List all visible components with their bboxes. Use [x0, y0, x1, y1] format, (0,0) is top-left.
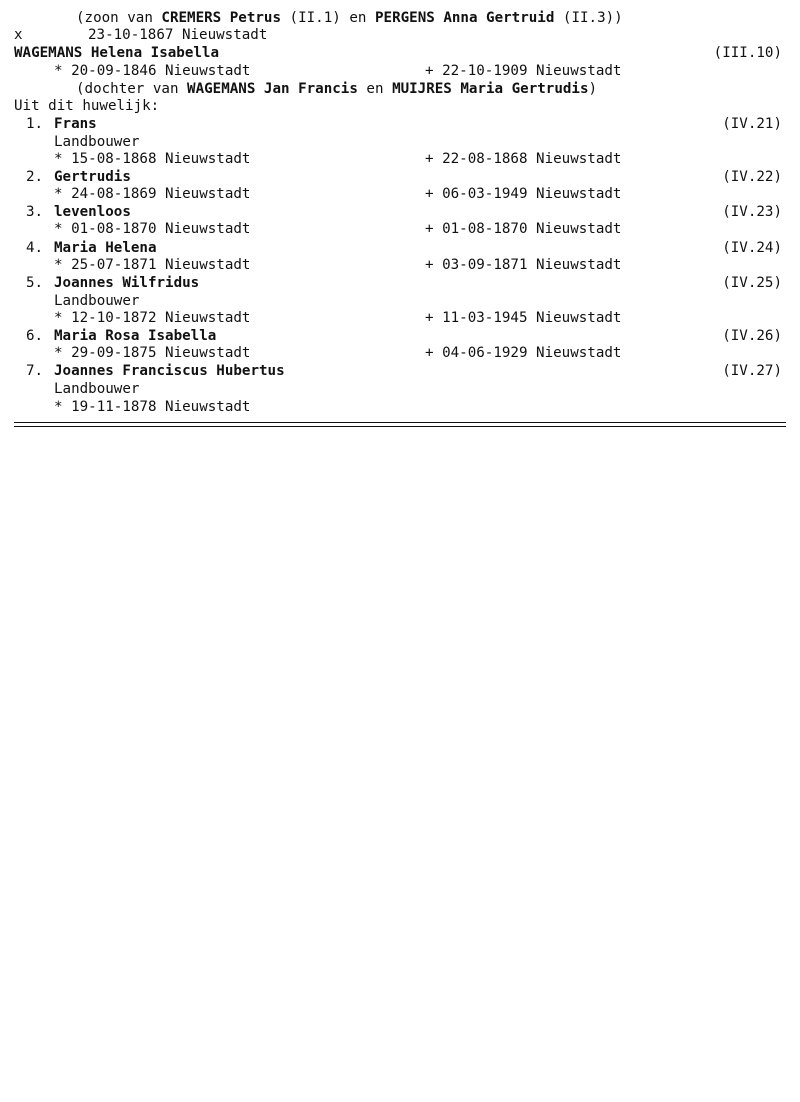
child-death: + 11-03-1945 Nieuwstadt [425, 310, 622, 326]
father-name: WAGEMANS Jan Francis [187, 81, 358, 97]
child-birth: * 24-08-1869 Nieuwstadt [54, 186, 251, 202]
spouse-name: WAGEMANS Helena Isabella [14, 45, 219, 61]
child-ref: (IV.26) [722, 328, 782, 344]
father-name: CREMERS Petrus [161, 10, 282, 26]
child-ref: (IV.21) [722, 116, 782, 132]
child-number: 3. [26, 204, 44, 220]
marriage-symbol: x [14, 27, 23, 43]
child-number: 6. [26, 328, 44, 344]
child-ref: (IV.27) [722, 363, 782, 379]
parents-open: (dochter van [76, 81, 188, 97]
spouse-ref: (III.10) [713, 45, 782, 61]
child-occupation: Landbouwer [54, 381, 140, 397]
child-ref: (IV.22) [722, 169, 782, 185]
mother-name: MUIJRES Maria Gertrudis [392, 81, 589, 97]
child-name: Gertrudis [54, 169, 131, 185]
child-number: 1. [26, 116, 44, 132]
child-name: Maria Rosa Isabella [54, 328, 217, 344]
child-birth: * 01-08-1870 Nieuwstadt [54, 221, 251, 237]
children-heading: Uit dit huwelijk: [14, 98, 160, 114]
spouse-death: + 22-10-1909 Nieuwstadt [425, 63, 622, 79]
child-birth: * 25-07-1871 Nieuwstadt [54, 257, 251, 273]
child-death: + 04-06-1929 Nieuwstadt [425, 345, 622, 361]
mother-name: PERGENS Anna Gertruid [374, 10, 555, 26]
child-name: Joannes Wilfridus [54, 275, 200, 291]
husband-parents-line [76, 9, 623, 27]
child-ref: (IV.25) [722, 275, 782, 291]
child-ref: (IV.23) [722, 204, 782, 220]
parents-close: ) [588, 81, 598, 97]
child-number: 5. [26, 275, 44, 291]
mother-ref: (II.3)) [554, 10, 623, 26]
child-birth: * 29-09-1875 Nieuwstadt [54, 345, 251, 361]
wife-parents-line [76, 80, 597, 98]
parents-mid: en [357, 81, 393, 97]
child-occupation: Landbouwer [54, 293, 140, 309]
spouse-birth: * 20-09-1846 Nieuwstadt [54, 63, 251, 79]
child-number: 7. [26, 363, 44, 379]
parents-open: (zoon van [76, 10, 162, 26]
child-birth: * 15-08-1868 Nieuwstadt [54, 151, 251, 167]
marriage-date-place: 23-10-1867 Nieuwstadt [88, 27, 268, 43]
closing-rule-bottom [14, 426, 786, 427]
child-name: Frans [54, 116, 97, 132]
child-birth: * 12-10-1872 Nieuwstadt [54, 310, 251, 326]
child-death: + 01-08-1870 Nieuwstadt [425, 221, 622, 237]
child-death: + 22-08-1868 Nieuwstadt [425, 151, 622, 167]
father-ref: (II.1) en [281, 10, 375, 26]
child-number: 4. [26, 240, 44, 256]
child-birth: * 19-11-1878 Nieuwstadt [54, 399, 251, 415]
child-occupation: Landbouwer [54, 134, 140, 150]
child-name: Maria Helena [54, 240, 157, 256]
closing-rule-top [14, 422, 786, 423]
child-number: 2. [26, 169, 44, 185]
child-death: + 03-09-1871 Nieuwstadt [425, 257, 622, 273]
child-name: levenloos [54, 204, 131, 220]
child-ref: (IV.24) [722, 240, 782, 256]
child-name: Joannes Franciscus Hubertus [54, 363, 285, 379]
child-death: + 06-03-1949 Nieuwstadt [425, 186, 622, 202]
